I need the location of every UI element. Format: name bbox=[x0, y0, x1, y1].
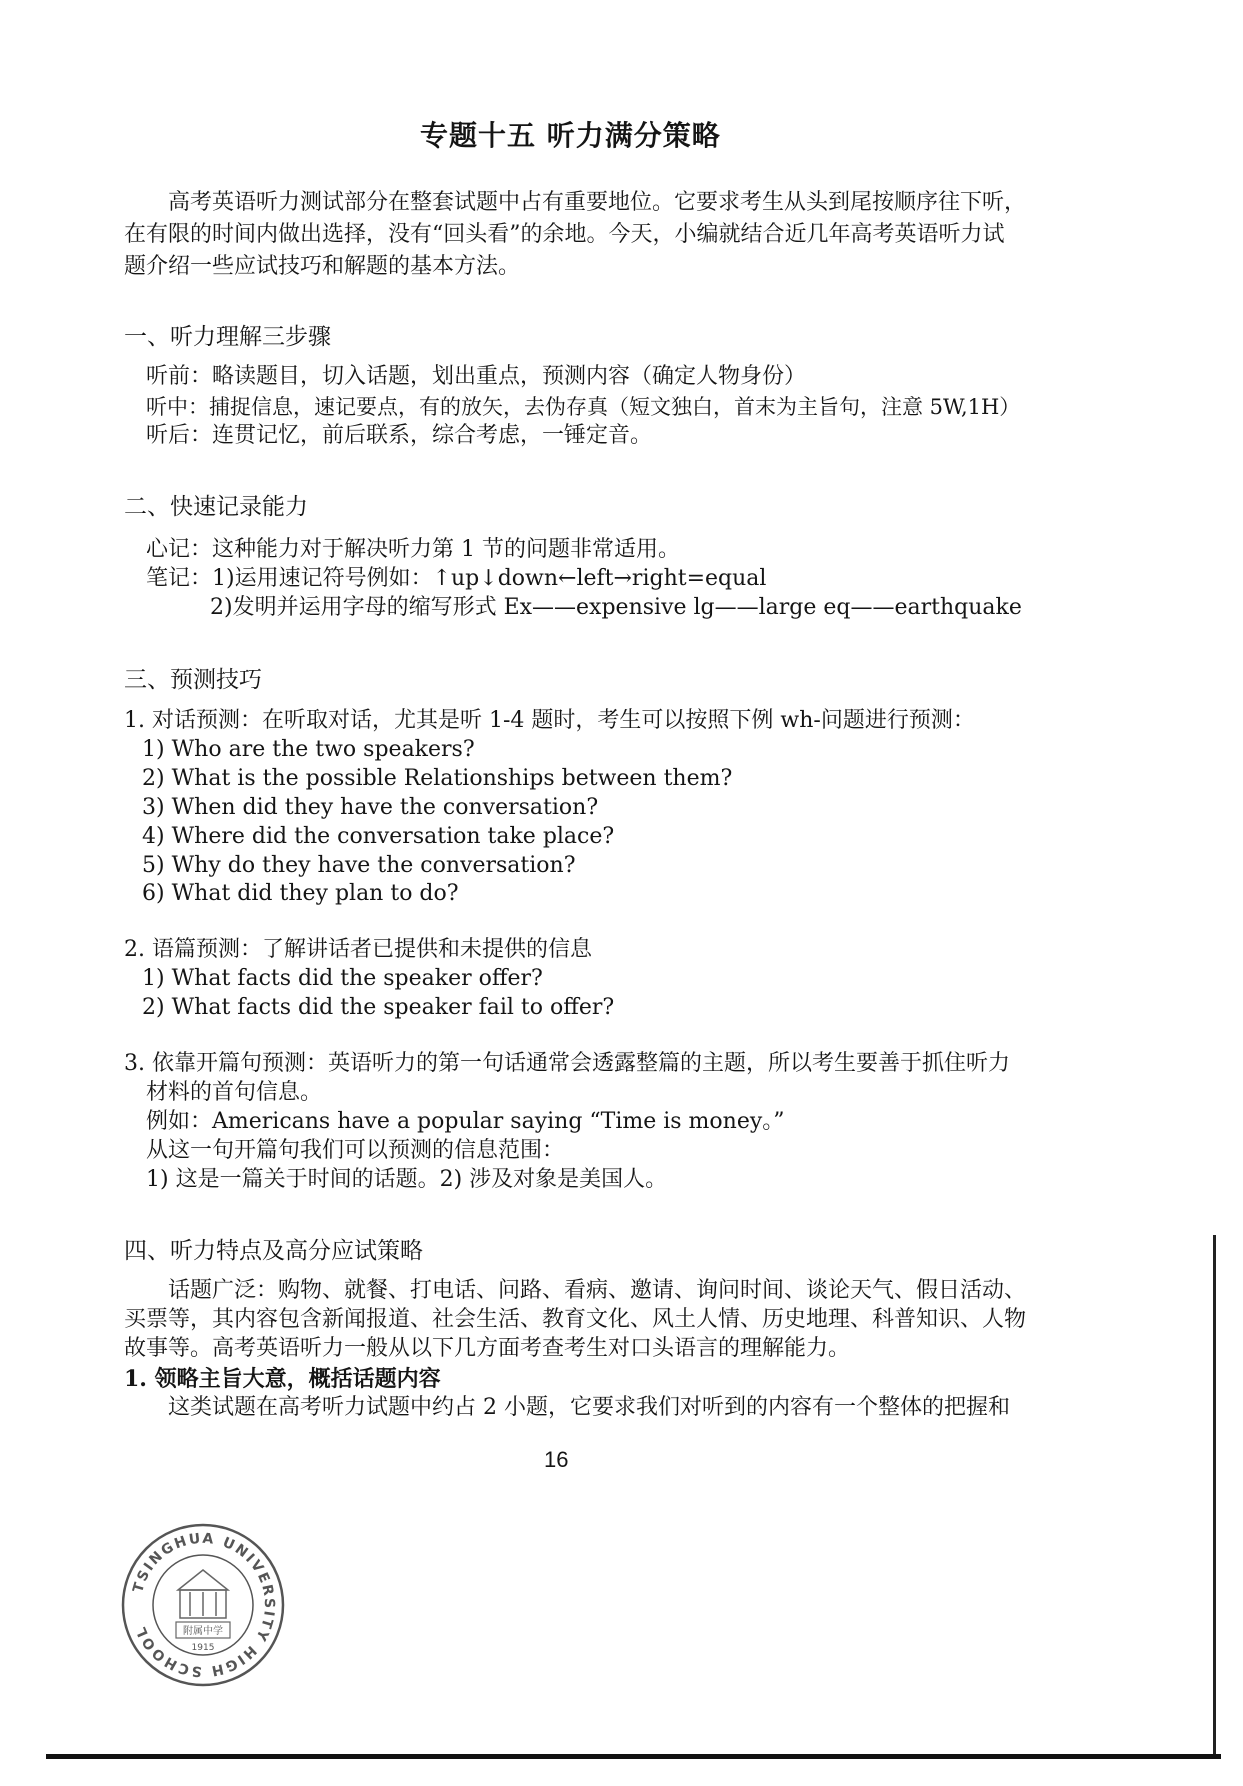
s3-p1-item-3: 3) When did they have the conversation? bbox=[142, 795, 599, 820]
svg-text:1915: 1915 bbox=[191, 1643, 215, 1653]
s3-p1-item-1: 1) Who are the two speakers? bbox=[142, 737, 475, 762]
section-heading-1: 一、听力理解三步骤 bbox=[124, 324, 331, 350]
intro-line-1: 高考英语听力测试部分在整套试题中占有重要地位。它要求考生从头到尾按顺序往下听， bbox=[168, 190, 1027, 215]
s3-p2-lead: 2. 语篇预测：了解讲话者已提供和未提供的信息 bbox=[124, 937, 592, 962]
intro-line-3: 题介绍一些应试技巧和解题的基本方法。 bbox=[124, 254, 521, 279]
section-heading-4: 四、听力特点及高分应试策略 bbox=[124, 1238, 423, 1264]
s4-last-line: 这类试题在高考听力试题中约占 2 小题，它要求我们对听到的内容有一个整体的把握和 bbox=[168, 1395, 1010, 1420]
page-number: 16 bbox=[544, 1447, 569, 1472]
s4-line-1: 话题广泛：购物、就餐、打电话、问路、看病、邀请、询问时间、谈论天气、假日活动、 bbox=[168, 1278, 1027, 1303]
s3-p3-line-5: 1) 这是一篇关于时间的话题。2) 涉及对象是美国人。 bbox=[146, 1167, 668, 1192]
s3-p1-lead: 1. 对话预测：在听取对话，尤其是听 1-4 题时，考生可以按照下例 wh-问题进行预测： bbox=[124, 708, 975, 733]
s1-line-2: 听中：捕捉信息，速记要点，有的放矢，去伪存真（短文独白，首末为主旨句，注意 5W,1H） bbox=[146, 395, 1021, 419]
s3-p2-item-1: 1) What facts did the speaker offer? bbox=[142, 966, 543, 991]
s3-p3-line-4: 从这一句开篇句我们可以预测的信息范围： bbox=[146, 1138, 565, 1163]
s3-p1-item-2: 2) What is the possible Relationships between them? bbox=[142, 766, 733, 791]
page-title: 专题十五 听力满分策略 bbox=[420, 119, 721, 152]
s3-p3-line-3: 例如：Americans have a popular saying “Time is money。” bbox=[146, 1109, 785, 1134]
s3-p2-item-2: 2) What facts did the speaker fail to offer? bbox=[142, 995, 615, 1020]
s1-line-1: 听前：略读题目，切入话题，划出重点，预测内容（确定人物身份） bbox=[146, 364, 807, 389]
svg-text:TSINGHUA UNIVERSITY HIGH SCHOO: TSINGHUA UNIVERSITY HIGH SCHOOL bbox=[130, 1530, 278, 1680]
s4-line-3: 故事等。高考英语听力一般从以下几方面考查考生对口头语言的理解能力。 bbox=[124, 1336, 851, 1361]
s3-p1-item-6: 6) What did they plan to do? bbox=[142, 881, 459, 906]
s3-p3-line-2: 材料的首句信息。 bbox=[146, 1080, 323, 1105]
section-heading-2: 二、快速记录能力 bbox=[124, 494, 308, 520]
s1-line-3: 听后：连贯记忆，前后联系，综合考虑，一锤定音。 bbox=[146, 423, 653, 448]
school-seal-icon bbox=[118, 1520, 288, 1690]
scan-edge-line bbox=[1213, 1235, 1216, 1755]
s2-line-1: 心记：这种能力对于解决听力第 1 节的问题非常适用。 bbox=[146, 537, 680, 562]
s3-p1-item-5: 5) Why do they have the conversation? bbox=[142, 853, 576, 878]
s3-p3-line-1: 3. 依靠开篇句预测：英语听力的第一句话通常会透露整篇的主题，所以考生要善于抓住听力 bbox=[124, 1051, 1010, 1076]
svg-text:附属中学: 附属中学 bbox=[183, 1626, 223, 1637]
bottom-rule bbox=[46, 1754, 1221, 1759]
s2-line-2: 笔记：1)运用速记符号例如：↑up↓down←left→right=equal bbox=[146, 566, 767, 591]
s3-p1-item-4: 4) Where did the conversation take place? bbox=[142, 824, 615, 849]
school-seal-stamp bbox=[118, 1520, 288, 1690]
s2-line-3: 2)发明并运用字母的缩写形式 Ex——expensive lg——large eq——earthquake bbox=[210, 595, 1022, 620]
s4-line-2: 买票等，其内容包含新闻报道、社会生活、教育文化、风土人情、历史地理、科普知识、人物 bbox=[124, 1307, 1027, 1332]
intro-line-2: 在有限的时间内做出选择，没有“回头看”的余地。今天，小编就结合近几年高考英语听力试 bbox=[124, 222, 1005, 247]
s4-subheading: 1. 领略主旨大意，概括话题内容 bbox=[124, 1366, 441, 1392]
section-heading-3: 三、预测技巧 bbox=[124, 667, 262, 693]
